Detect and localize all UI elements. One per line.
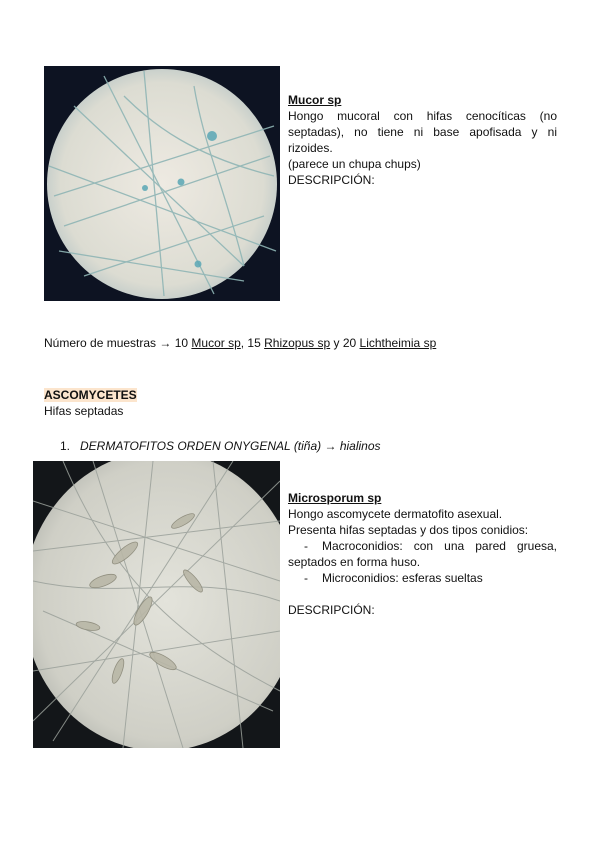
mucor-description-label: DESCRIPCIÓN: <box>288 173 375 187</box>
mucor-title: Mucor sp <box>288 93 342 107</box>
samples-sep-1: , 15 <box>240 336 265 350</box>
mucor-note: (parece un chupa chups) <box>288 157 421 171</box>
microsporum-line-2: Presenta hifas septadas y dos tipos conidios: <box>288 523 529 537</box>
samples-prefix: Número de muestras → 10 <box>44 336 192 350</box>
dermatofitos-list-item <box>60 438 381 454</box>
bullet-dash: - <box>304 571 308 585</box>
microsporum-bullet-macroconidios <box>288 538 557 570</box>
ascomycetes-subheading: Hifas septadas <box>44 404 124 418</box>
bullet-text: Microconidios: esferas sueltas <box>322 571 483 585</box>
sample-lichtheimia: Lichtheimia sp <box>359 336 437 350</box>
mucor-micrograph-icon <box>44 66 280 301</box>
samples-sep-2: y 20 <box>330 336 360 350</box>
mucor-text-block <box>288 92 557 188</box>
bullet-dash: - <box>304 539 308 553</box>
mucor-desc-line-1: Hongo mucoral con hifas cenocíticas (no <box>288 109 557 123</box>
microsporum-microscope-image <box>33 461 280 748</box>
microsporum-text-block <box>288 490 557 618</box>
bullet-text: Macroconidios: con una pared gruesa, septados en forma huso. <box>288 539 557 569</box>
microsporum-description-label: DESCRIPCIÓN: <box>288 603 375 617</box>
microsporum-spacer <box>288 586 557 602</box>
microsporum-bullet-microconidios <box>288 570 557 586</box>
microsporum-title: Microsporum sp <box>288 491 382 505</box>
microsporum-line-1: Hongo ascomycete dermatofito asexual. <box>288 507 503 521</box>
list-item-text: DERMATOFITOS ORDEN ONYGENAL (tiña) → hialinos <box>80 439 381 453</box>
ascomycetes-heading <box>44 387 137 403</box>
list-number: 1. <box>60 439 71 453</box>
sample-mucor: Mucor sp <box>191 336 241 350</box>
mucor-desc-line-3: rizoides. <box>288 141 333 155</box>
samples-line <box>44 335 564 351</box>
mucor-microscope-image <box>44 66 280 301</box>
sample-rhizopus: Rhizopus sp <box>264 336 331 350</box>
microsporum-micrograph-icon <box>33 461 280 748</box>
ascomycetes-heading-text: ASCOMYCETES <box>44 388 137 402</box>
mucor-desc-line-2: septadas), no tiene ni base apofisada y ni <box>288 125 557 139</box>
